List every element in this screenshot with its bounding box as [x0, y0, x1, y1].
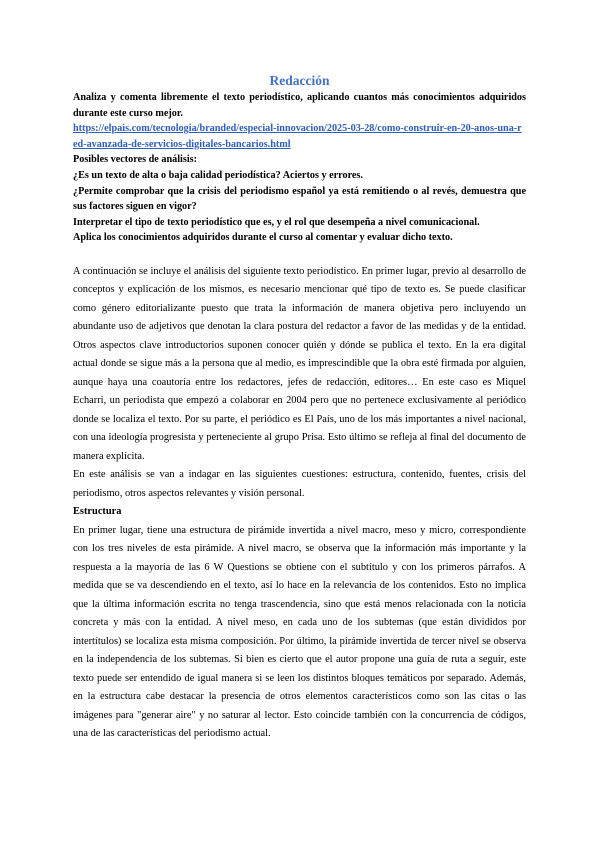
body-paragraph-structure: En primer lugar, tiene una estructura de pirámide invertida a nivel macro, meso y micro, correspondiente con los tres niveles de esta pirámide. A nivel macro, se observa que la información más importante y la respuesta a la mayoría de las 6 W Questions se obtiene con el subtítulo y con los primeros párrafos. A medida que se va descendiendo en el texto, así lo hace en la relevancia de los contenidos. Esto no implica que la última información escrita no tenga trascendencia, sino que está menos relacionada con la noticia concreta y más con la entidad. A nivel meso, en cada uno de los subtemas (que están divididos por intertítulos) se localiza esta misma composición. Por último, la pirámide invertida de tercer nivel se observa en la independencia de los subtemas. Si bien es cierto que el autor propone una guía de ruta a seguir, este texto puede ser entendido de igual manera si se leen los distintos bloques temáticos por separado. Además, en la estructura cabe destacar la presencia de otros elementos característicos como son las citas o las imágenes para "generar aire" y no saturar al lector. Esto coincide también con la concurrencia de códigos, una de las características del periodismo actual. [73, 524, 526, 740]
task-instruction: Analiza y comenta libremente el texto periodístico, aplicando cuantos más conocimientos adquiridos durante este curso mejor. [73, 92, 526, 119]
body-paragraph-intro: A continuación se incluye el análisis del siguiente texto periodístico. En primer lugar, previo al desarrollo de conceptos y explicación de los mismos, es necesario mencionar qué tipo de texto es. Se puede clasificar como género editorializante puesto que trata la información de manera objetiva pero incluyendo un abundante uso de adjetivos que denotan la clara postura del redactor a favor de las medidas y de la entidad. Otros aspectos clave introductorios suponen conocer quién y dónde se publica el texto. En la era digital actual donde se sigue más a la persona que al medio, es imprescindible que la obra esté firmada por alguien, aunque haya una coautoría entre los redactores, jefes de redacción, editores… En este caso es Miquel Echarri, un periodista que empezó a colaborar en 2004 pero que no pertenece exclusivamente al periódico donde se localiza el texto. Por su parte, el periódico es El País, uno de los más importantes a nivel nacional, con una ideología progresista y perteneciente al grupo Prisa. Esto último se refleja al final del documento de manera explícita. [73, 265, 526, 462]
vectors-heading: Posibles vectores de análisis: [73, 154, 198, 166]
body-paragraph-outline: En este análisis se van a indagar en las siguientes cuestiones: estructura, contenido, fuentes, crisis del periodismo, otros aspectos relevantes y visión personal. [73, 469, 526, 499]
article-link[interactable]: https://elpais.com/tecnologia/branded/especial-innovacion/2025-03-28/como-construir-en-20-anos-una-red-avanzada-de-servicios-digitales-bancarios.html [73, 123, 522, 150]
vector-item-3: Interpretar el tipo de texto periodístico que es, y el rol que desempeña a nivel comunicacional. [73, 216, 480, 228]
section-heading-estructura: Estructura [73, 506, 122, 518]
vector-item-2: ¿Permite comprobar que la crisis del periodismo español ya está remitiendo o al revés, demuestra que sus factores siguen en vigor? [73, 185, 526, 213]
analysis-body [73, 263, 526, 744]
document-page [73, 72, 526, 744]
spacer [73, 246, 526, 263]
vector-item-4: Aplica los conocimientos adquiridos durante el curso al comentar y evaluar dicho texto. [73, 232, 453, 244]
vector-item-1: ¿Es un texto de alta o baja calidad periodística? Aciertos y errores. [73, 169, 363, 181]
document-title: Redacción [269, 73, 330, 88]
instructions-block [73, 90, 526, 246]
